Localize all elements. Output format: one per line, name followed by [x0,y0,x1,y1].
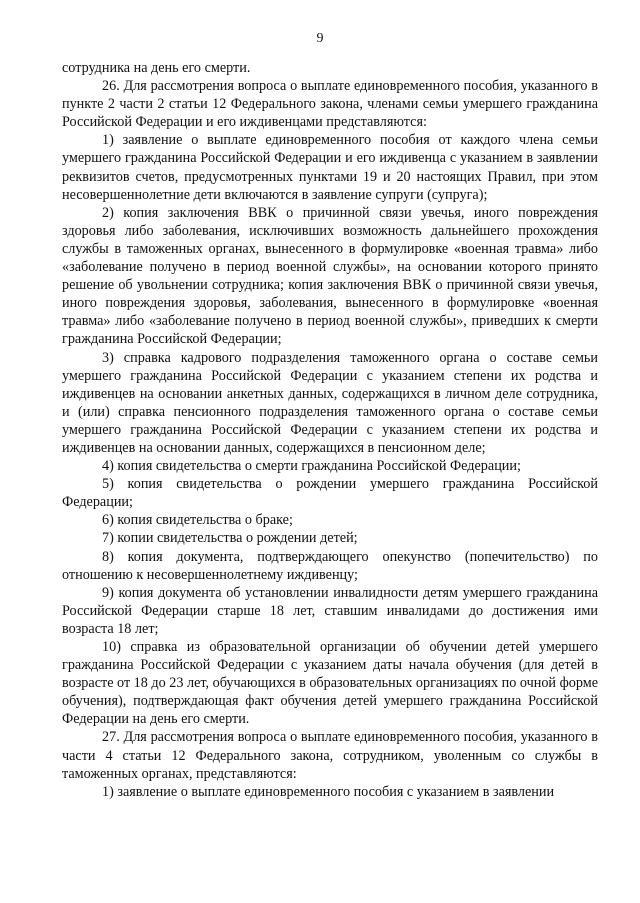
paragraph-item-6: 6) копия свидетельства о браке; [102,512,293,529]
paragraph-continuation: сотрудника на день его смерти. [62,60,251,76]
paragraph-item-4: 4) копия свидетельства о смерти гражданина Российской Федерации; [102,458,521,475]
paragraph-clause-27: 27. Для рассмотрения вопроса о выплате единовременного пособия, указанного в части 4 статьи 12 Федерального закона, сотрудником, уволенным со службы в таможенных органах, представляются: [62,729,598,782]
paragraph-item-7: 7) копии свидетельства о рождении детей; [102,530,358,547]
paragraph-item-1: 1) заявление о выплате единовременного пособия от каждого члена семьи умершего гражданина Российской Федерации и его иждивенца с указанием в заявлении реквизитов счетов, предусмотренных пунктами 19 и 20 настоящих Правил, при этом несовершеннолетние дети включаются в заявление супруги (супруга); [62,132,598,203]
paragraph-item-8: 8) копия документа, подтверждающего опекунство (попечительство) по отношению к несовершеннолетнему иждивенцу; [62,548,598,583]
page-number: 9 [316,31,324,46]
paragraph-item-10: 10) справка из образовательной организации об обучении детей умершего гражданина Российской Федерации с указанием даты начала обучения (для детей в возрасте от 18 до 23 лет, обучающихся в образовательных организациях по очной форме обучения), подтверждающая факт обучения детей умершего гражданина Российской Федерации на день его смерти. [62,639,599,728]
paragraph-item-5: 5) копия свидетельства о рождении умершего гражданина Российской Федерации; [62,476,598,511]
paragraph-item-9: 9) копия документа об установлении инвалидности детям умершего гражданина Российской Федерации старше 18 лет, ставшим инвалидами до достижения ими возраста 18 лет; [62,584,598,637]
paragraph-clause-27-item-1: 1) заявление о выплате единовременного пособия с указанием в заявлении [102,783,555,800]
paragraph-item-2: 2) копия заключения ВВК о причинной связи увечья, иного повреждения здоровья либо заболевания, исключивших возможность дальнейшего прохождения службы в таможенных органах, вынесенного в формулировке «военная травма» либо «заболевание получено в период военной службы», на основании которого принято решение об увольнении сотрудника; копия заключения ВВК о причинной связи увечья, иного повреждения здоровья, заболевания, вынесенного в формулировке «военная травма» либо «заболевание получено в период военной службы», приведших к смерти гражданина Российской Федерации; [62,204,598,348]
document-body [62,59,598,801]
paragraph-clause-26: 26. Для рассмотрения вопроса о выплате единовременного пособия, указанного в пункте 2 части 2 статьи 12 Федерального закона, членами семьи умершего гражданина Российской Федерации и его иждивенцами представляются: [62,78,598,131]
paragraph-item-3: 3) справка кадрового подразделения таможенного органа о составе семьи умершего гражданина Российской Федерации с указанием степени их родства и иждивенцев на основании анкетных данных, содержащихся в личном деле сотрудника, и (или) справка пенсионного подразделения таможенного органа о составе семьи умершего гражданина Российской Федерации с указанием степени их родства и иждивенцев на основании данных, содержащихся в пенсионном деле; [62,349,598,456]
